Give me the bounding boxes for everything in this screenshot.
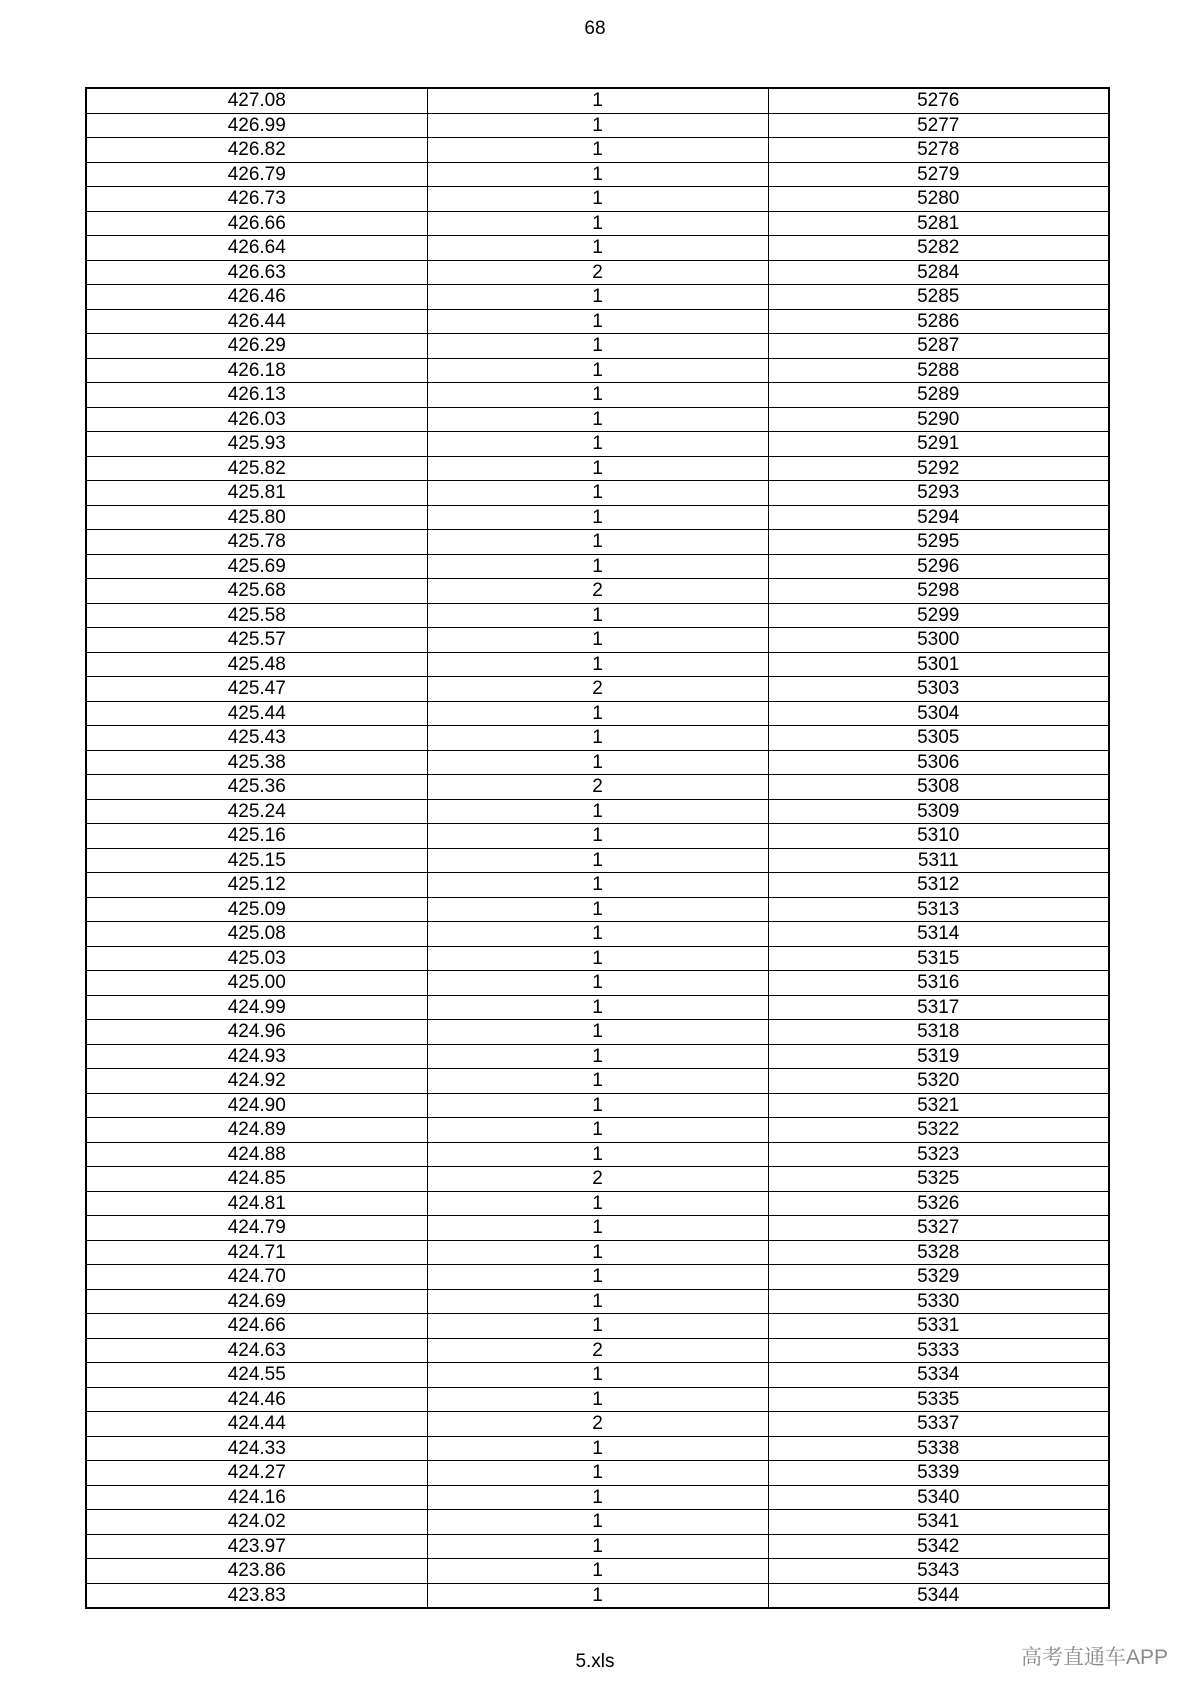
table-row [86, 432, 1109, 457]
page-number: 68 [584, 18, 606, 39]
table-row [86, 407, 1109, 432]
count-cell: 1 [427, 1044, 768, 1069]
table-row [86, 1583, 1109, 1608]
cumulative-cell: 5330 [768, 1289, 1109, 1314]
score-cell: 426.73 [86, 187, 427, 212]
cumulative-cell: 5316 [768, 971, 1109, 996]
score-cell: 425.38 [86, 750, 427, 775]
count-cell: 1 [427, 750, 768, 775]
count-cell: 1 [427, 211, 768, 236]
count-cell: 1 [427, 1093, 768, 1118]
count-cell: 1 [427, 1534, 768, 1559]
count-cell: 1 [427, 922, 768, 947]
count-cell: 1 [427, 824, 768, 849]
table-row [86, 848, 1109, 873]
cumulative-cell: 5299 [768, 603, 1109, 628]
table-row [86, 726, 1109, 751]
table-row [86, 1240, 1109, 1265]
score-cell: 424.63 [86, 1338, 427, 1363]
count-cell: 1 [427, 971, 768, 996]
table-row [86, 1044, 1109, 1069]
cumulative-cell: 5298 [768, 579, 1109, 604]
count-cell: 1 [427, 432, 768, 457]
score-cell: 426.79 [86, 162, 427, 187]
count-cell: 2 [427, 1412, 768, 1437]
count-cell: 2 [427, 579, 768, 604]
score-cell: 423.83 [86, 1583, 427, 1608]
table-row [86, 946, 1109, 971]
score-cell: 425.81 [86, 481, 427, 506]
score-cell: 425.58 [86, 603, 427, 628]
table-row [86, 971, 1109, 996]
cumulative-cell: 5326 [768, 1191, 1109, 1216]
score-cell: 426.66 [86, 211, 427, 236]
table-row [86, 1093, 1109, 1118]
score-cell: 424.16 [86, 1485, 427, 1510]
score-cell: 425.24 [86, 799, 427, 824]
count-cell: 1 [427, 1485, 768, 1510]
cumulative-cell: 5284 [768, 260, 1109, 285]
table-row [86, 1289, 1109, 1314]
cumulative-cell: 5331 [768, 1314, 1109, 1339]
score-cell: 424.99 [86, 995, 427, 1020]
table-row [86, 995, 1109, 1020]
cumulative-cell: 5278 [768, 138, 1109, 163]
cumulative-cell: 5291 [768, 432, 1109, 457]
count-cell: 1 [427, 1289, 768, 1314]
table-row [86, 456, 1109, 481]
cumulative-cell: 5333 [768, 1338, 1109, 1363]
table-row [86, 1559, 1109, 1584]
score-cell: 423.97 [86, 1534, 427, 1559]
count-cell: 1 [427, 1314, 768, 1339]
score-cell: 425.93 [86, 432, 427, 457]
count-cell: 1 [427, 726, 768, 751]
cumulative-cell: 5320 [768, 1069, 1109, 1094]
count-cell: 1 [427, 652, 768, 677]
cumulative-cell: 5306 [768, 750, 1109, 775]
table-row [86, 113, 1109, 138]
score-cell: 425.36 [86, 775, 427, 800]
score-cell: 424.66 [86, 1314, 427, 1339]
watermark: 高考直通车APP [1020, 1646, 1168, 1669]
table-row [86, 187, 1109, 212]
cumulative-cell: 5328 [768, 1240, 1109, 1265]
cumulative-cell: 5305 [768, 726, 1109, 751]
cumulative-cell: 5315 [768, 946, 1109, 971]
cumulative-cell: 5313 [768, 897, 1109, 922]
table-row [86, 1167, 1109, 1192]
cumulative-cell: 5321 [768, 1093, 1109, 1118]
score-cell: 426.63 [86, 260, 427, 285]
table-row [86, 334, 1109, 359]
table-body [86, 88, 1109, 1608]
table-row [86, 1191, 1109, 1216]
count-cell: 1 [427, 1118, 768, 1143]
score-cell: 424.02 [86, 1510, 427, 1535]
table-row [86, 1069, 1109, 1094]
cumulative-cell: 5335 [768, 1387, 1109, 1412]
table-row [86, 1534, 1109, 1559]
cumulative-cell: 5289 [768, 383, 1109, 408]
cumulative-cell: 5314 [768, 922, 1109, 947]
table-row [86, 873, 1109, 898]
table-row [86, 677, 1109, 702]
table-row [86, 1363, 1109, 1388]
table-row [86, 652, 1109, 677]
score-cell: 426.13 [86, 383, 427, 408]
cumulative-cell: 5296 [768, 554, 1109, 579]
count-cell: 1 [427, 1436, 768, 1461]
count-cell: 1 [427, 873, 768, 898]
score-cell: 425.48 [86, 652, 427, 677]
cumulative-cell: 5334 [768, 1363, 1109, 1388]
count-cell: 1 [427, 897, 768, 922]
table-row [86, 1387, 1109, 1412]
cumulative-cell: 5339 [768, 1461, 1109, 1486]
cumulative-cell: 5304 [768, 701, 1109, 726]
score-cell: 425.03 [86, 946, 427, 971]
score-cell: 424.69 [86, 1289, 427, 1314]
cumulative-cell: 5319 [768, 1044, 1109, 1069]
table-row [86, 1020, 1109, 1045]
count-cell: 1 [427, 505, 768, 530]
cumulative-cell: 5280 [768, 187, 1109, 212]
cumulative-cell: 5285 [768, 285, 1109, 310]
score-cell: 426.99 [86, 113, 427, 138]
table-row [86, 1142, 1109, 1167]
score-cell: 425.00 [86, 971, 427, 996]
table-row [86, 1412, 1109, 1437]
count-cell: 1 [427, 481, 768, 506]
count-cell: 1 [427, 1461, 768, 1486]
table-row [86, 701, 1109, 726]
cumulative-cell: 5318 [768, 1020, 1109, 1045]
table-row [86, 236, 1109, 261]
count-cell: 1 [427, 1363, 768, 1388]
cumulative-cell: 5290 [768, 407, 1109, 432]
count-cell: 1 [427, 309, 768, 334]
count-cell: 1 [427, 383, 768, 408]
score-cell: 425.43 [86, 726, 427, 751]
score-cell: 424.55 [86, 1363, 427, 1388]
footer-filename: 5.xls [575, 1651, 615, 1672]
score-cell: 424.27 [86, 1461, 427, 1486]
table-row [86, 285, 1109, 310]
count-cell: 1 [427, 799, 768, 824]
cumulative-cell: 5310 [768, 824, 1109, 849]
count-cell: 2 [427, 260, 768, 285]
cumulative-cell: 5295 [768, 530, 1109, 555]
score-cell: 425.12 [86, 873, 427, 898]
table-row [86, 309, 1109, 334]
cumulative-cell: 5308 [768, 775, 1109, 800]
count-cell: 2 [427, 1338, 768, 1363]
table-row [86, 799, 1109, 824]
score-cell: 425.78 [86, 530, 427, 555]
score-cell: 424.46 [86, 1387, 427, 1412]
table-row [86, 481, 1109, 506]
count-cell: 1 [427, 946, 768, 971]
cumulative-cell: 5311 [768, 848, 1109, 873]
count-cell: 1 [427, 995, 768, 1020]
table-row [86, 750, 1109, 775]
score-cell: 426.03 [86, 407, 427, 432]
count-cell: 1 [427, 848, 768, 873]
score-cell: 425.47 [86, 677, 427, 702]
cumulative-cell: 5276 [768, 88, 1109, 113]
cumulative-cell: 5293 [768, 481, 1109, 506]
score-cell: 424.96 [86, 1020, 427, 1045]
score-cell: 425.82 [86, 456, 427, 481]
score-cell: 425.15 [86, 848, 427, 873]
count-cell: 1 [427, 603, 768, 628]
count-cell: 1 [427, 138, 768, 163]
count-cell: 1 [427, 285, 768, 310]
cumulative-cell: 5325 [768, 1167, 1109, 1192]
table-row [86, 1216, 1109, 1241]
score-cell: 423.86 [86, 1559, 427, 1584]
score-cell: 424.33 [86, 1436, 427, 1461]
count-cell: 1 [427, 407, 768, 432]
count-cell: 1 [427, 1265, 768, 1290]
cumulative-cell: 5343 [768, 1559, 1109, 1584]
cumulative-cell: 5342 [768, 1534, 1109, 1559]
count-cell: 1 [427, 701, 768, 726]
cumulative-cell: 5300 [768, 628, 1109, 653]
count-cell: 2 [427, 1167, 768, 1192]
table-row [86, 1461, 1109, 1486]
score-cell: 425.09 [86, 897, 427, 922]
cumulative-cell: 5282 [768, 236, 1109, 261]
score-cell: 426.18 [86, 358, 427, 383]
score-cell: 426.29 [86, 334, 427, 359]
table-row [86, 260, 1109, 285]
cumulative-cell: 5340 [768, 1485, 1109, 1510]
cumulative-cell: 5337 [768, 1412, 1109, 1437]
cumulative-cell: 5338 [768, 1436, 1109, 1461]
count-cell: 1 [427, 1142, 768, 1167]
count-cell: 1 [427, 1191, 768, 1216]
count-cell: 1 [427, 554, 768, 579]
count-cell: 1 [427, 1240, 768, 1265]
cumulative-cell: 5323 [768, 1142, 1109, 1167]
score-cell: 426.64 [86, 236, 427, 261]
cumulative-cell: 5281 [768, 211, 1109, 236]
table-row [86, 211, 1109, 236]
table-row [86, 1118, 1109, 1143]
cumulative-cell: 5312 [768, 873, 1109, 898]
table-row [86, 1338, 1109, 1363]
score-table [85, 87, 1110, 1609]
count-cell: 1 [427, 1387, 768, 1412]
table-row [86, 922, 1109, 947]
cumulative-cell: 5279 [768, 162, 1109, 187]
score-cell: 425.69 [86, 554, 427, 579]
score-cell: 424.71 [86, 1240, 427, 1265]
score-cell: 424.81 [86, 1191, 427, 1216]
cumulative-cell: 5341 [768, 1510, 1109, 1535]
table-row [86, 603, 1109, 628]
cumulative-cell: 5292 [768, 456, 1109, 481]
score-cell: 427.08 [86, 88, 427, 113]
count-cell: 1 [427, 456, 768, 481]
cumulative-cell: 5344 [768, 1583, 1109, 1608]
table-row [86, 775, 1109, 800]
count-cell: 1 [427, 88, 768, 113]
count-cell: 1 [427, 1216, 768, 1241]
table-row [86, 1265, 1109, 1290]
table-row [86, 1485, 1109, 1510]
table-row [86, 554, 1109, 579]
cumulative-cell: 5294 [768, 505, 1109, 530]
count-cell: 1 [427, 187, 768, 212]
count-cell: 1 [427, 1583, 768, 1608]
cumulative-cell: 5317 [768, 995, 1109, 1020]
table-row [86, 358, 1109, 383]
cumulative-cell: 5288 [768, 358, 1109, 383]
cumulative-cell: 5277 [768, 113, 1109, 138]
cumulative-cell: 5327 [768, 1216, 1109, 1241]
score-cell: 425.16 [86, 824, 427, 849]
table-row [86, 505, 1109, 530]
cumulative-cell: 5303 [768, 677, 1109, 702]
table-row [86, 1510, 1109, 1535]
score-cell: 424.85 [86, 1167, 427, 1192]
cumulative-cell: 5309 [768, 799, 1109, 824]
score-cell: 425.57 [86, 628, 427, 653]
table-row [86, 162, 1109, 187]
table-row [86, 1436, 1109, 1461]
score-cell: 425.80 [86, 505, 427, 530]
count-cell: 1 [427, 530, 768, 555]
table-row [86, 824, 1109, 849]
table-row [86, 1314, 1109, 1339]
score-cell: 424.90 [86, 1093, 427, 1118]
cumulative-cell: 5322 [768, 1118, 1109, 1143]
score-cell: 426.82 [86, 138, 427, 163]
score-cell: 425.68 [86, 579, 427, 604]
count-cell: 1 [427, 1559, 768, 1584]
score-cell: 424.93 [86, 1044, 427, 1069]
cumulative-cell: 5301 [768, 652, 1109, 677]
cumulative-cell: 5329 [768, 1265, 1109, 1290]
count-cell: 1 [427, 358, 768, 383]
count-cell: 1 [427, 162, 768, 187]
table-row [86, 88, 1109, 113]
count-cell: 1 [427, 1069, 768, 1094]
score-cell: 424.89 [86, 1118, 427, 1143]
score-cell: 426.46 [86, 285, 427, 310]
score-cell: 424.44 [86, 1412, 427, 1437]
score-cell: 424.79 [86, 1216, 427, 1241]
score-cell: 425.08 [86, 922, 427, 947]
count-cell: 1 [427, 628, 768, 653]
score-cell: 424.70 [86, 1265, 427, 1290]
count-cell: 2 [427, 775, 768, 800]
table-row [86, 897, 1109, 922]
count-cell: 1 [427, 113, 768, 138]
cumulative-cell: 5286 [768, 309, 1109, 334]
count-cell: 2 [427, 677, 768, 702]
table-row [86, 138, 1109, 163]
score-cell: 424.88 [86, 1142, 427, 1167]
table-row [86, 579, 1109, 604]
count-cell: 1 [427, 1020, 768, 1045]
count-cell: 1 [427, 334, 768, 359]
count-cell: 1 [427, 236, 768, 261]
table-row [86, 628, 1109, 653]
table-row [86, 383, 1109, 408]
count-cell: 1 [427, 1510, 768, 1535]
score-cell: 425.44 [86, 701, 427, 726]
table-row [86, 530, 1109, 555]
score-cell: 424.92 [86, 1069, 427, 1094]
score-cell: 426.44 [86, 309, 427, 334]
cumulative-cell: 5287 [768, 334, 1109, 359]
